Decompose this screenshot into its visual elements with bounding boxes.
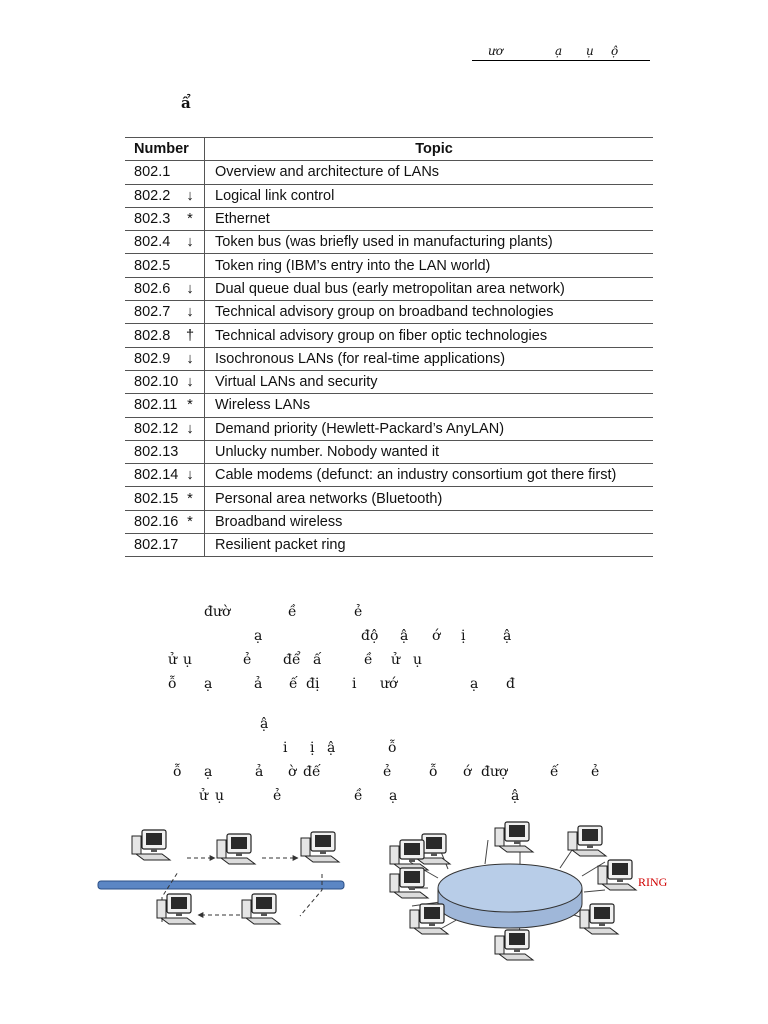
- standard-number: 802.11: [134, 397, 178, 414]
- text-fragment: ậ: [400, 628, 409, 644]
- standard-number-cell: [125, 301, 205, 324]
- standard-number: 802.10: [134, 374, 179, 391]
- text-fragment: ạ: [470, 676, 479, 692]
- text-fragment: ạ: [204, 676, 213, 692]
- text-fragment: ạ: [389, 788, 398, 804]
- status-marker: *: [187, 513, 193, 530]
- standard-number-cell: [125, 161, 205, 184]
- topic-cell: Overview and architecture of LANs: [205, 161, 654, 184]
- standard-number: 802.17: [134, 537, 179, 554]
- standard-number-cell: [125, 510, 205, 533]
- page-header: [472, 44, 650, 61]
- ring-topology: [390, 822, 668, 960]
- table-row: [125, 347, 653, 370]
- table-row: [125, 510, 653, 533]
- text-fragment: đườ: [204, 604, 231, 620]
- computer-icon: [495, 822, 533, 852]
- text-fragment: ấ: [313, 652, 322, 668]
- standard-number: 802.16: [134, 513, 179, 530]
- standard-number-cell: [125, 464, 205, 487]
- text-fragment: ớ: [432, 628, 441, 644]
- text-fragment: ỗ: [388, 740, 397, 756]
- computer-icon: [390, 840, 428, 870]
- text-fragment: ỗ: [168, 676, 177, 692]
- standard-number: 802.5: [134, 257, 171, 274]
- text-fragment: ả: [254, 676, 263, 692]
- table-row: [125, 487, 653, 510]
- text-fragment: ờ: [288, 764, 297, 780]
- standard-number: 802.3: [134, 211, 171, 228]
- standard-number: 802.4: [134, 234, 171, 251]
- standard-number: 802.2: [134, 187, 171, 204]
- text-fragment: ẻ: [591, 764, 600, 780]
- table-row: [125, 417, 653, 440]
- status-marker: *: [187, 490, 193, 507]
- standard-number: 802.8: [134, 327, 171, 344]
- text-fragment: ị: [310, 740, 315, 756]
- text-fragment: ậ: [260, 716, 269, 732]
- text-fragment: ụ: [215, 788, 225, 804]
- header-fragment: ươ: [488, 44, 503, 58]
- text-fragment: đ: [506, 676, 515, 692]
- text-fragment: ẻ: [354, 604, 363, 620]
- table-row: [125, 254, 653, 277]
- standard-number-cell: [125, 394, 205, 417]
- topic-cell: Resilient packet ring: [205, 534, 654, 557]
- table-header-row: [125, 138, 653, 161]
- standard-number-cell: [125, 231, 205, 254]
- topic-cell: Technical advisory group on broadband technologies: [205, 301, 654, 324]
- standard-number-cell: [125, 277, 205, 300]
- table-row: [125, 231, 653, 254]
- text-fragment: ậ: [327, 740, 336, 756]
- text-fragment: độ: [361, 628, 379, 644]
- computer-icon: [580, 904, 618, 934]
- table-row: [125, 534, 653, 557]
- text-fragment: ẻ: [273, 788, 282, 804]
- table-row: [125, 324, 653, 347]
- text-fragment: đị: [306, 676, 320, 692]
- computer-icon: [495, 930, 533, 960]
- standard-number-cell: [125, 207, 205, 230]
- text-fragment: ậ: [503, 628, 512, 644]
- computer-icon: [568, 826, 606, 856]
- column-header-topic: Topic: [205, 138, 654, 161]
- status-marker: ↓: [186, 187, 194, 204]
- status-marker: ↓: [186, 280, 194, 297]
- status-marker: ↓: [186, 304, 194, 321]
- text-fragment: ướ: [380, 676, 398, 692]
- table-row: [125, 207, 653, 230]
- computer-icon: [157, 894, 195, 924]
- computer-icon: [598, 860, 636, 890]
- topic-cell: Broadband wireless: [205, 510, 654, 533]
- standard-number-cell: [125, 184, 205, 207]
- status-marker: ↓: [186, 234, 194, 251]
- topic-cell: Token bus (was briefly used in manufacturing plants): [205, 231, 654, 254]
- text-fragment: ử: [199, 788, 209, 804]
- topic-cell: Isochronous LANs (for real-time applications): [205, 347, 654, 370]
- status-marker: ↓: [186, 350, 194, 367]
- header-fragment: ạ: [555, 44, 563, 58]
- text-fragment: ề: [354, 788, 363, 804]
- text-fragment: ậ: [511, 788, 520, 804]
- topic-cell: Demand priority (Hewlett-Packard’s AnyLAN): [205, 417, 654, 440]
- text-fragment: ẻ: [243, 652, 252, 668]
- text-fragment: ụ: [183, 652, 193, 668]
- standard-number-cell: [125, 534, 205, 557]
- standard-number-cell: [125, 417, 205, 440]
- text-fragment: ụ: [413, 652, 423, 668]
- standard-number: 802.15: [134, 490, 179, 507]
- table-row: [125, 161, 653, 184]
- text-fragment: ỗ: [429, 764, 438, 780]
- computer-icon: [390, 868, 428, 898]
- computer-icon: [242, 894, 280, 924]
- column-header-number: Number: [125, 138, 205, 161]
- table-row: [125, 394, 653, 417]
- topic-cell: Technical advisory group on fiber optic technologies: [205, 324, 654, 347]
- text-fragment: ớ: [463, 764, 472, 780]
- text-fragment: ỗ: [173, 764, 182, 780]
- topic-cell: Cable modems (defunct: an industry consortium got there first): [205, 464, 654, 487]
- table-row: [125, 184, 653, 207]
- text-fragment: ế: [289, 676, 298, 692]
- text-fragment: ử: [391, 652, 401, 668]
- computer-icon: [410, 904, 448, 934]
- standard-number-cell: [125, 487, 205, 510]
- computer-icon: [217, 834, 255, 864]
- topic-cell: Wireless LANs: [205, 394, 654, 417]
- bus-cable: [98, 881, 344, 889]
- status-marker: ↓: [186, 374, 194, 391]
- table-row: [125, 301, 653, 324]
- text-fragment: ẻ: [383, 764, 392, 780]
- section-heading: ẩ: [181, 94, 191, 112]
- table-row: [125, 440, 653, 463]
- text-fragment: đượ: [481, 764, 508, 780]
- standard-number: 802.14: [134, 467, 179, 484]
- table-row: [125, 370, 653, 393]
- ring-label: RING: [638, 875, 668, 889]
- standard-number: 802.13: [134, 444, 179, 460]
- standard-number-cell: [125, 254, 205, 277]
- topic-cell: Dual queue dual bus (early metropolitan area network): [205, 277, 654, 300]
- ring-cylinder: [438, 864, 582, 912]
- text-fragment: i: [283, 740, 288, 756]
- text-fragment: ạ: [254, 628, 263, 644]
- status-marker: ↓: [186, 467, 194, 484]
- topic-cell: Ethernet: [205, 207, 654, 230]
- text-fragment: để: [283, 652, 301, 668]
- text-fragment: ề: [364, 652, 373, 668]
- standard-number-cell: [125, 370, 205, 393]
- computer-icon: [132, 830, 170, 860]
- topic-cell: Token ring (IBM’s entry into the LAN world): [205, 254, 654, 277]
- topic-cell: Personal area networks (Bluetooth): [205, 487, 654, 510]
- network-topology-diagram: [90, 812, 710, 977]
- topic-cell: Unlucky number. Nobody wanted it: [205, 440, 654, 463]
- status-marker: ↓: [186, 420, 194, 437]
- standard-number: 802.12: [134, 420, 179, 437]
- text-fragment: ế: [550, 764, 559, 780]
- topic-cell: Virtual LANs and security: [205, 370, 654, 393]
- standard-number-cell: [125, 324, 205, 347]
- text-fragment: ề: [288, 604, 297, 620]
- text-fragment: ả: [255, 764, 264, 780]
- text-fragment: đế: [303, 764, 321, 780]
- text-fragment: ử: [168, 652, 178, 668]
- standard-number: 802.7: [134, 304, 171, 321]
- ieee-802-standards-table: [125, 137, 653, 557]
- computer-icon: [301, 832, 339, 862]
- bus-topology: [98, 830, 344, 924]
- text-fragment: ạ: [204, 764, 213, 780]
- standard-number: 802.9: [134, 350, 171, 367]
- status-marker: *: [187, 397, 193, 414]
- standard-number: 802.1: [134, 164, 171, 181]
- standard-number: 802.6: [134, 280, 171, 297]
- text-fragment: ị: [461, 628, 466, 644]
- header-fragment: ụ: [586, 44, 594, 58]
- status-marker: †: [185, 327, 195, 344]
- standard-number-cell: [125, 440, 205, 463]
- topic-cell: Logical link control: [205, 184, 654, 207]
- status-marker: *: [187, 211, 193, 228]
- header-fragment: ộ: [611, 44, 619, 58]
- table-row: [125, 464, 653, 487]
- text-fragment: i: [352, 676, 357, 692]
- standard-number-cell: [125, 347, 205, 370]
- table-row: [125, 277, 653, 300]
